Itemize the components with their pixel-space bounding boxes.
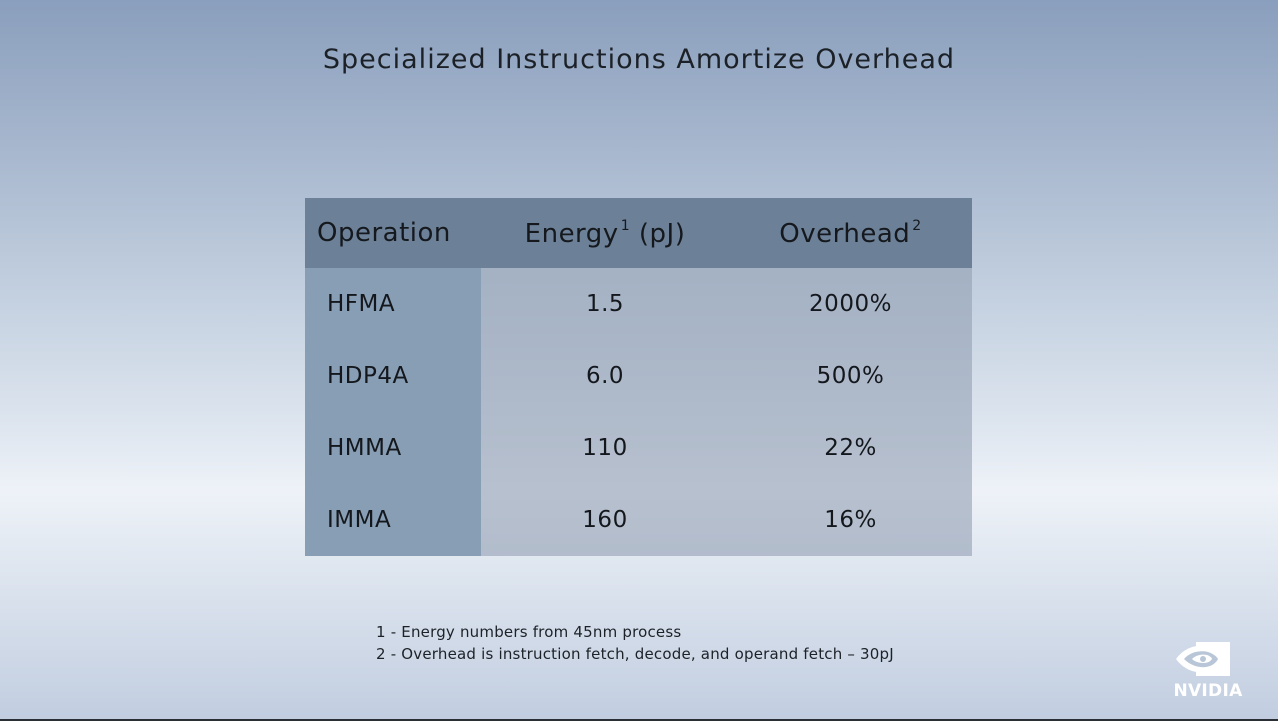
overhead-cell: 2000% bbox=[729, 268, 972, 340]
energy-cell: 160 bbox=[481, 484, 729, 556]
header-operation: Operation bbox=[305, 198, 481, 268]
nvidia-wordmark: NVIDIA bbox=[1173, 681, 1243, 701]
footnote-1: 1 - Energy numbers from 45nm process bbox=[376, 623, 682, 641]
operation-cell: HFMA bbox=[305, 268, 481, 340]
operation-cell: HDP4A bbox=[305, 340, 481, 412]
nvidia-eye-icon bbox=[1174, 640, 1232, 678]
footnotes bbox=[376, 621, 894, 665]
header-overhead bbox=[729, 198, 972, 268]
energy-cell: 6.0 bbox=[481, 340, 729, 412]
footnote-2: 2 - Overhead is instruction fetch, decode, and operand fetch – 30pJ bbox=[376, 645, 894, 663]
table-row bbox=[305, 340, 972, 412]
table-row bbox=[305, 484, 972, 556]
table-row bbox=[305, 268, 972, 340]
nvidia-logo bbox=[1168, 640, 1248, 704]
energy-overhead-table bbox=[305, 198, 972, 556]
table-header-row bbox=[305, 198, 972, 268]
overhead-cell: 22% bbox=[729, 412, 972, 484]
energy-cell: 110 bbox=[481, 412, 729, 484]
header-energy-footnote-marker: 1 bbox=[620, 217, 631, 234]
header-energy-unit: (pJ) bbox=[638, 218, 686, 249]
operation-cell: IMMA bbox=[305, 484, 481, 556]
table-row bbox=[305, 412, 972, 484]
slide-title: Specialized Instructions Amortize Overhead bbox=[322, 44, 956, 75]
header-overhead-label: Overhead bbox=[779, 218, 911, 249]
header-energy-label: Energy bbox=[524, 218, 619, 249]
header-overhead-footnote-marker: 2 bbox=[912, 217, 922, 234]
header-energy bbox=[481, 198, 729, 268]
operation-cell: HMMA bbox=[305, 412, 481, 484]
overhead-cell: 500% bbox=[729, 340, 972, 412]
energy-cell: 1.5 bbox=[481, 268, 729, 340]
overhead-cell: 16% bbox=[729, 484, 972, 556]
